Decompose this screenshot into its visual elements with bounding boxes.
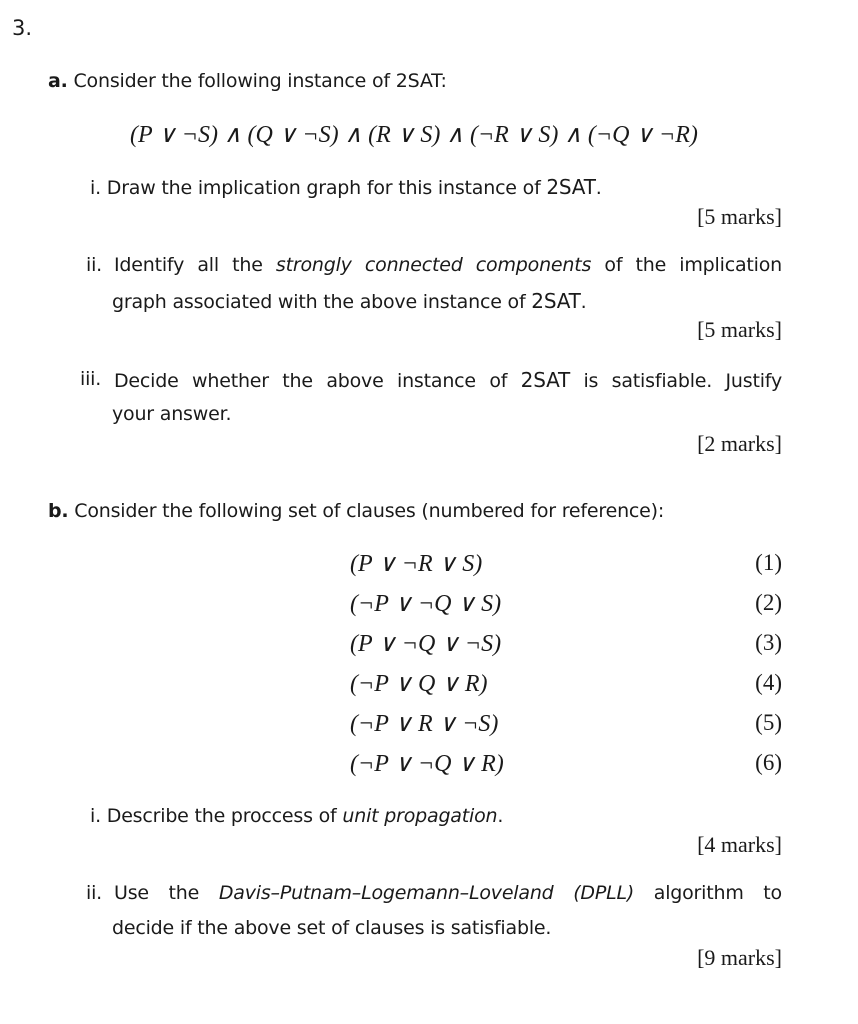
clause-number: (5) [755, 710, 782, 735]
item-label: i. [90, 805, 101, 827]
marks-b-i: [4 marks] [697, 832, 782, 857]
part-a-item-iii-line2: your answer. [112, 403, 232, 425]
clause-expr: (¬P ∨ ¬Q ∨ S) [350, 591, 502, 617]
sat-term: 2SAT [531, 289, 581, 313]
question-number: 3. [12, 16, 33, 40]
clause-expr: (P ∨ ¬Q ∨ ¬S) [350, 631, 502, 657]
part-a-intro-text: Consider the following instance of 2SAT: [73, 70, 447, 92]
item-text: Decide whether the above instance of [114, 370, 508, 392]
part-b-intro-text: Consider the following set of clauses (numbered for reference): [74, 500, 665, 522]
part-b-label: b. [48, 500, 69, 522]
item-text: Identify all the [114, 254, 263, 276]
clause-expr: (¬P ∨ Q ∨ R) [350, 671, 488, 697]
clause-number: (1) [755, 550, 782, 575]
clause-expr: (¬P ∨ R ∨ ¬S) [350, 711, 499, 737]
marks-b-ii: [9 marks] [697, 945, 782, 970]
part-a-item-i [90, 175, 602, 199]
part-a-item-iii-line1 [114, 368, 782, 392]
item-text: graph associated with the above instance of [112, 291, 526, 313]
item-emphasis: strongly connected components [275, 254, 592, 276]
item-text: Draw the implication graph for this instance of [106, 177, 541, 199]
part-a-item-ii-label: ii. [86, 254, 102, 276]
sat-term: 2SAT [520, 368, 571, 392]
sat-term: 2SAT [546, 175, 596, 199]
part-a-intro [48, 70, 447, 92]
item-text: Use the [114, 882, 200, 904]
clause-expr: (¬P ∨ ¬Q ∨ R) [350, 751, 504, 777]
marks-a-ii: [5 marks] [697, 317, 782, 342]
part-b-item-ii-line1 [114, 882, 782, 904]
part-a-label: a. [48, 70, 68, 92]
item-punct: . [580, 291, 587, 313]
item-punct: . [595, 177, 602, 199]
item-label: i. [90, 177, 101, 199]
part-b-intro [48, 500, 664, 522]
clause-number: (6) [755, 750, 782, 775]
item-emphasis: unit propagation [342, 805, 498, 827]
part-a-item-iii-label: iii. [80, 368, 102, 390]
clause-expr: (P ∨ ¬R ∨ S) [350, 551, 483, 577]
part-b-item-ii-line2: decide if the above set of clauses is satisfiable. [112, 917, 552, 939]
item-emphasis: Davis–Putnam–Logemann–Loveland (DPLL) [218, 882, 635, 904]
part-a-item-ii-line1 [114, 254, 782, 276]
clause-number: (3) [755, 630, 782, 655]
item-punct: . [497, 805, 504, 827]
item-text: of the implication [604, 254, 782, 276]
clause-number: (4) [755, 670, 782, 695]
clause-number: (2) [755, 590, 782, 615]
marks-a-i: [5 marks] [697, 204, 782, 229]
part-a-item-ii-line2 [112, 289, 586, 313]
part-b-item-ii-label: ii. [86, 882, 102, 904]
item-text: is satisfiable. Justify [583, 370, 783, 392]
part-a-formula: (P ∨ ¬S) ∧ (Q ∨ ¬S) ∧ (R ∨ S) ∧ (¬R ∨ S) ∧ (¬Q ∨ ¬R) [130, 122, 698, 148]
item-text: Describe the proccess of [106, 805, 337, 827]
item-text: algorithm to [653, 882, 782, 904]
marks-a-iii: [2 marks] [697, 431, 782, 456]
part-b-item-i [90, 805, 503, 827]
